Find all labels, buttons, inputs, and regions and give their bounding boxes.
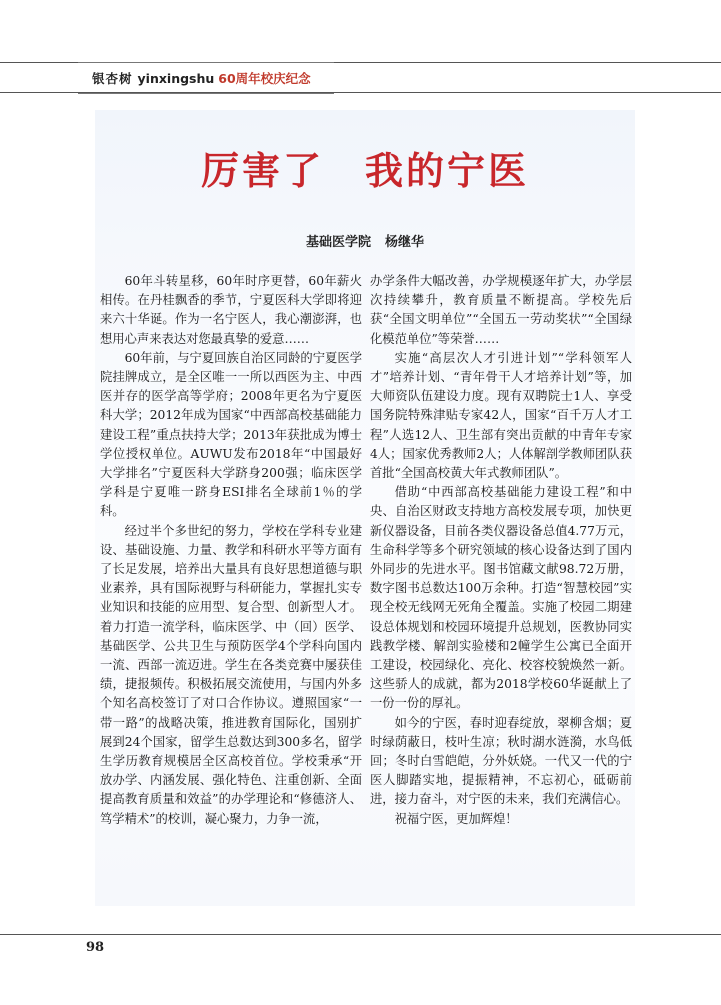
header-anniversary: 60周年校庆纪念 — [218, 71, 311, 86]
author-name: 杨继华 — [385, 235, 425, 250]
paragraph: 实施“高层次人才引进计划”“学科领军人才”培养计划、“青年骨干人才培养计划”等，加大师资队伍建设力度。现有双聘院士1人、享受国务院特殊津贴专家42人，国家“百千万人才工程”人选12人、卫生部有突出贡献的中青年专家4人；国家优秀教师2人；人体解剖学教师团队获首批“全国高校黄大年式教师团队”。 — [370, 350, 632, 481]
left-column — [100, 272, 362, 829]
header-brand-latin: yinxingshu — [137, 70, 215, 86]
paragraph-continuation: 办学条件大幅改善，办学规模逐年扩大，办学层次持续攀升，教育质量不断提高。学校先后获“全国文明单位”“全国五一劳动奖状”“全国绿化模范单位”等荣誉…… — [370, 274, 632, 346]
paragraph: 60年前，与宁夏回族自治区同龄的宁夏医学院挂牌成立，是全区唯一一所以西医为主、中西医并存的医学高等学府；2008年更名为宁夏医科大学；2012年成为国家“中西部高校基础能力建设工程”重点扶持大学；2013年获批成为博士学位授权单位。AUWU发布2018年“中国最好大学排名”宁夏医科大学跻身200强；临床医学学科是宁夏唯一跻身ESI排名全球前1％的学科。 — [100, 350, 362, 519]
footer-rule — [0, 934, 721, 935]
paragraph: 如今的宁医，春时迎春绽放，翠柳含烟；夏时绿荫蔽日，枝叶生凉；秋时湖水涟漪，水鸟低回；冬时白雪皑皑，分外妖娆。一代又一代的宁医人脚踏实地，提振精神，不忘初心，砥砺前进，接力奋斗，对宁医的未来，我们充满信心。 — [370, 715, 632, 807]
header-brand: 银杏树 — [92, 71, 133, 86]
author-department: 基础医学院 — [305, 235, 371, 250]
paragraph: 经过半个多世纪的努力，学校在学科专业建设、基础设施、力量、教学和科研水平等方面有了长足发展，培养出大量具有良好思想道德与职业素养，具有国际视野与科研能力，掌握扎实专业知识和技能的应用型、复合型、创新型人才。着力打造一流学科，临床医学、中（回）医学、基础医学、公共卫生与预防医学4个学科向国内一流、西部一流迈进。学生在各类竞赛中屡获佳绩，捷报频传。积极拓展交流使用，与国内外多个知名高校签订了对口合作协议。遵照国家“一带一路”的战略决策，推进教育国际化，国别扩展到24个国家，留学生总数达到300多名，留学生学历教育规模居全区高校首位。学校秉承“开放办学、内涵发展、强化特色、注重创新、全面提高教育质量和效益”的办学理论和“修德济人、笃学精术”的校训，凝心聚力，力争一流， — [100, 523, 362, 826]
paragraph: 借助“中西部高校基础能力建设工程”和中央、自治区财政支持地方高校发展专项，加快更新仪器设备，目前各类仪器设备总值4.77万元，生命科学等多个研究领域的核心设备达到了国内外同步的先进水平。图书馆藏文献98.72万册，数字图书总数达100万余种。打造“智慧校园”实现全校无线网无死角全覆盖。实施了校园二期建设总体规划和校园环境提升总规划，医教协同实践教学楼、解剖实验楼和2幢学生公寓已全面开工建设，校园绿化、亮化、校容校貌焕然一新。这些骄人的成就，都为2018学校60华诞献上了一份一份的厚礼。 — [370, 485, 632, 711]
byline — [95, 231, 635, 250]
right-column — [370, 272, 632, 829]
paragraph: 60年斗转星移，60年时序更替，60年薪火相传。在丹桂飘香的季节，宁夏医科大学即将迎来六十华诞。作为一名宁医人，我心潮澎湃，也想用心声来表达对您最真挚的爱意…… — [100, 274, 362, 346]
paragraph: 祝福宁医，更加辉煌！ — [394, 811, 518, 826]
page-number: 98 — [86, 940, 105, 955]
running-header — [78, 62, 334, 94]
article-title: 厉害了 我的宁医 — [200, 149, 529, 193]
